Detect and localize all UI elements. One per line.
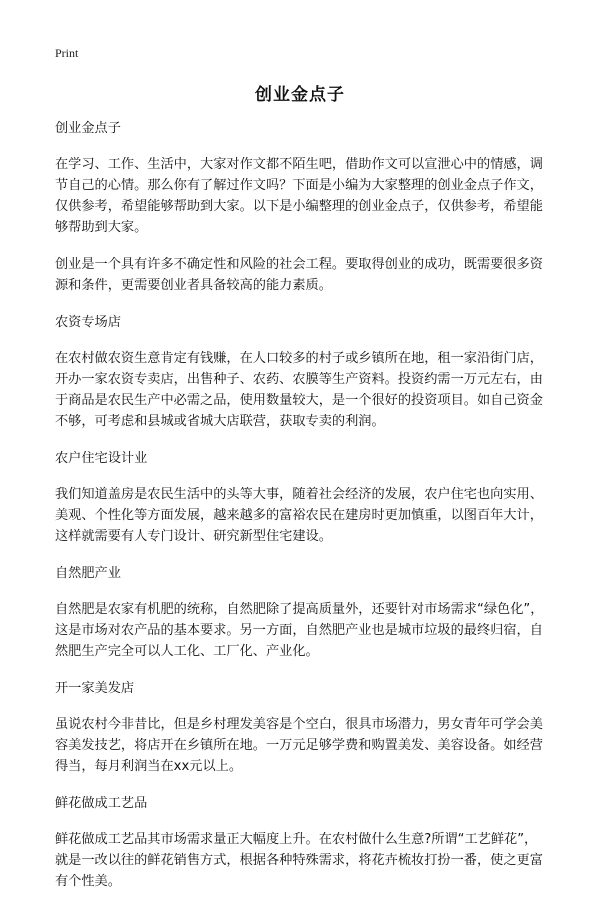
- section-heading: 创业金点子: [55, 121, 121, 136]
- section-heading: 自然肥产业: [55, 566, 121, 581]
- paragraph: 我们知道盖房是农民生活中的头等大事，随着社会经济的发展，农户住宅也向实用、美观、个性化等方面发展，越来越多的富裕农民在建房时更加慎重，以图百年大计，这样就需要有人专门设计、研究新型住宅建设。: [55, 487, 543, 544]
- paragraph: 在学习、工作、生活中，大家对作文都不陌生吧，借助作文可以宣泄心中的情感，调节自己的心情。那么你有了解过作文吗？下面是小编为大家整理的创业金点子作文，仅供参考，希望能够帮助到大家。以下是小编整理的创业金点子，仅供参考，希望能够帮助到大家。: [55, 157, 543, 235]
- paragraph: 虽说农村今非昔比，但是乡村理发美容是个空白，很具市场潜力，男女青年可学会美容美发技艺，将店开在乡镇所在地。一万元足够学费和购置美发、美容设备。如经营得当，每月利润当在xx元以上。: [55, 717, 543, 774]
- page-title: 创业金点子: [255, 85, 345, 105]
- print-link[interactable]: Print: [55, 46, 79, 60]
- article-body: [55, 118, 550, 908]
- paragraph: 鲜花做成工艺品其市场需求量正大幅度上升。在农村做什么生意?所谓“工艺鲜花”，就是一改以往的鲜花销售方式，根据各种特殊需求，将花卉梳妆打扮一番，使之更富有个性美。: [55, 832, 543, 889]
- paragraph: 自然肥是农家有机肥的统称，自然肥除了提高质量外，还要针对市场需求“绿色化”，这是市场对农产品的基本要求。另一方面，自然肥产业也是城市垃圾的最终归宿，自然肥生产完全可以人工化、工厂化、产业化。: [55, 602, 544, 659]
- paragraph: 创业是一个具有许多不确定性和风险的社会工程。要取得创业的成功，既需要很多资源和条件，更需要创业者具备较高的能力素质。: [55, 257, 543, 293]
- section-heading: 农资专场店: [55, 315, 121, 330]
- paragraph: 在农村做农资生意肯定有钱赚，在人口较多的村子或乡镇所在地，租一家沿街门店，开办一家农资专卖店，出售种子、农药、农膜等生产资料。投资约需一万元左右，由于商品是农民生产中必需之品，使用数量较大，是一个很好的投资项目。如自己资金不够，可考虑和县城或省城大店联营，获取专卖的利润。: [55, 351, 543, 429]
- section-heading: 农户住宅设计业: [55, 451, 148, 466]
- section-heading: 开一家美发店: [55, 681, 135, 696]
- section-heading: 鲜花做成工艺品: [55, 796, 148, 811]
